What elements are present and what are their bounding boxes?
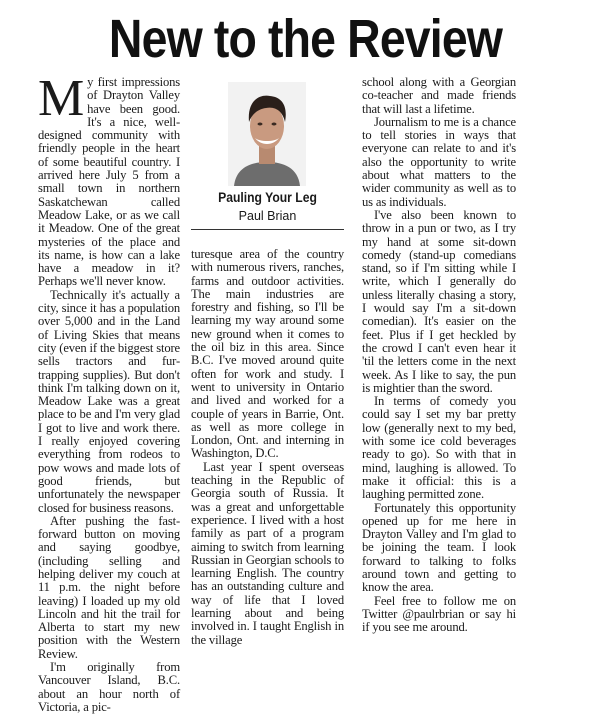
- article-column-1: [38, 70, 180, 714]
- drop-cap: M: [38, 70, 85, 127]
- paragraph: Feel free to follow me on Twitter @paulrbrian or say hi if you see me around.: [362, 593, 516, 635]
- headline: New to the Review: [108, 9, 503, 69]
- paragraph: Last year I spent overseas teaching in the Republic of Georgia south of Russia. It was a great and unforgettable experience. I lived with a host family as part of a program aiming to switch from learning Russian in Georgian schools to learning English. The country has an outstanding culture and way of life that I loved learning about and being involved in. I taught English in the village: [191, 459, 344, 647]
- paragraph: I'm originally from Vancouver Island, B.C. about an hour north of Victoria, a pic-: [38, 660, 180, 714]
- paragraph: In terms of comedy you could say I set my bar pretty low (generally next to my bed, with some ice cold beverages ready to go). So with that in mind, laughing is allowed. To make it official: this is a laughing permitted zone.: [362, 394, 516, 502]
- paragraph: Technically it's actually a city, since it has a population over 5,000 and in the Land of Living Skies that means city (even if the biggest store sells tractors and fur-trapping supplies). But don't think I'm talking down on it, Meadow Lake was a great place to be and I'm very glad I got to live and work there. I really enjoyed covering everything from rodeos to pow wows and made lots of good friends, but unfortunately the newspaper closed for business reasons.: [38, 287, 180, 515]
- paragraph: After pushing the fast-forward button on moving and saying goodbye, (including selling and helping deliver my couch at 11 p.m. the night before leaving) I loaded up my old Lincoln and hit the trail for Alberta to start my new position with the Western Review.: [38, 513, 180, 661]
- article-column-2: [191, 248, 344, 647]
- paragraph: [38, 70, 180, 289]
- divider: [191, 229, 344, 230]
- article-column-3: [362, 76, 516, 634]
- paragraph-text: y first impressions of Drayton Valley have been good. It's a nice, well-designed community with friendly people in the heart of some beautiful country. I arrived here July 5 from a small town in northern Saskatchewan called Meadow Lake, or as we call it Meadow. One of the great mysteries of the place and its name, is how can a lake have a meadow in it? Perhaps we'll never know.: [38, 75, 180, 289]
- paragraph: school along with a Georgian co-teacher and made friends that will last a lifetime.: [362, 75, 516, 116]
- paragraph: turesque area of the country with numerous rivers, ranches, farms and outdoor activities. The main industries are forestry and fishing, so I'll be learning my way around some new ground when it comes to the oil biz in this area. Since B.C. I've moved around quite often for work and study. I went to university in Ontario and lived and worked for a couple of years in Barrie, Ont. as well as more college in London, Ont. and interning in Washington, D.C.: [191, 247, 344, 461]
- paragraph: I've also been known to throw in a pun or two, as I try my hand at some sit-down comedy (stand-up comedians stand, so if I'm sitting while I write, which I generally do unless literally chasing a story, I would say I'm a sit-down comedian). It's easier on the feet. Plus if I get heckled by the crowd I can't even hear it 'til the letters come in the next week. As I like to say, the pun is mightier than the sword.: [362, 207, 516, 395]
- author-byline: Paul Brian: [238, 209, 297, 223]
- author-photo: [228, 82, 306, 186]
- paragraph: Journalism to me is a chance to tell stories in ways that everyone can relate to and it's also the opportunity to write about what matters to the wider community as well as to us as individuals.: [362, 114, 516, 209]
- column-name: Pauling Your Leg: [218, 190, 317, 205]
- paragraph: Fortunately this opportunity opened up for me here in Drayton Valley and I'm glad to be joining the team. I look forward to talking to folks around town and getting to know the area.: [362, 500, 516, 595]
